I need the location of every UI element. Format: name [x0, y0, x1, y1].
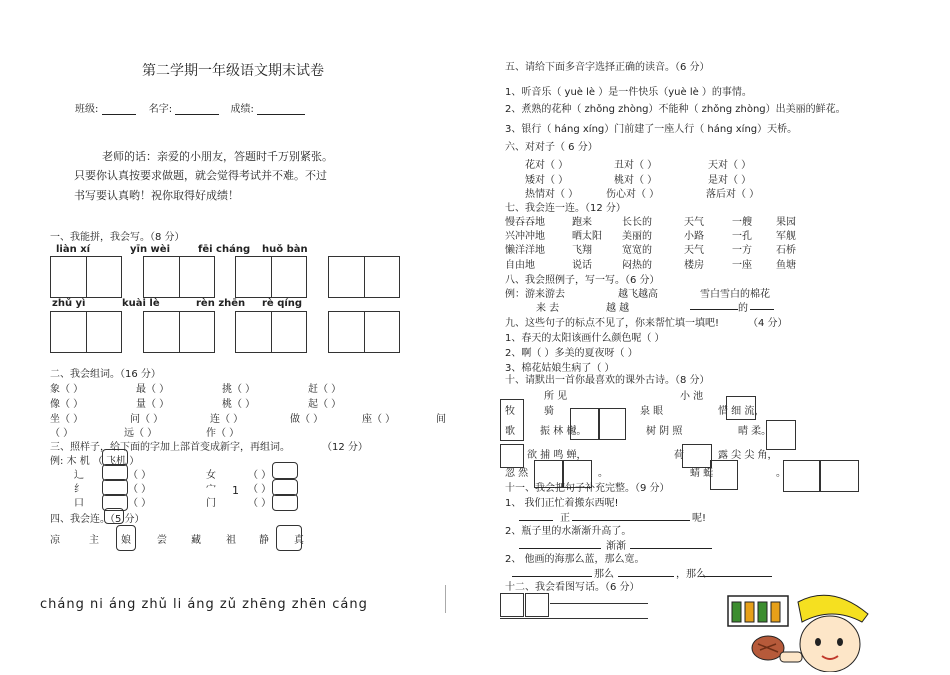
poem-text: 树 阴 照 [646, 426, 683, 437]
s2-cell: 赶（ ） [308, 384, 342, 395]
s7-word[interactable]: 宽宽的 [622, 245, 652, 256]
poem-box[interactable] [598, 408, 626, 440]
page-divider [445, 585, 446, 613]
s7-word[interactable]: 鱼塘 [776, 260, 796, 271]
s6-cell: 热情对（ ） [525, 189, 579, 200]
s7-word[interactable]: 一孔 [732, 231, 752, 242]
section-2-title: 二、我会组词。（16 分） [50, 369, 161, 380]
poem-text: 欲 捕 鸣 蝉， [527, 450, 587, 461]
s4-char: 主 [89, 535, 99, 546]
s7-word[interactable]: 晒太阳 [572, 231, 602, 242]
s7-word[interactable]: 飞翔 [572, 245, 592, 256]
s6-cell: 是对（ ） [708, 175, 752, 186]
s2-cell: 象（ ） [50, 384, 84, 395]
s1-pinyin-5: zhǔ yì [52, 298, 86, 309]
s8-example: 例：游来游去 [505, 289, 565, 300]
s3-paren: （ ） [248, 470, 272, 481]
poem-box[interactable] [819, 460, 859, 492]
poem-box[interactable] [766, 420, 796, 450]
section-11-title: 十一、我会把句子补充完整。（9 分） [505, 483, 670, 494]
writing-box[interactable] [500, 593, 524, 617]
writing-grid[interactable] [143, 256, 215, 298]
score-field[interactable] [257, 104, 305, 115]
section-9-score: （4 分） [748, 318, 788, 329]
s3-paren: （ ） [128, 470, 152, 481]
s2-cell: 像（ ） [50, 399, 84, 410]
s8-blank[interactable] [750, 299, 774, 310]
s1-pinyin-7: rèn zhēn [196, 298, 246, 309]
s6-cell: 天对（ ） [708, 160, 752, 171]
section-10-title: 十、请默出一首你最喜欢的课外古诗。（8 分） [505, 375, 710, 386]
poem-box[interactable] [500, 399, 524, 441]
s8-example-2: 越飞越高 [618, 289, 658, 300]
s7-word[interactable]: 楼房 [684, 260, 704, 271]
s7-word[interactable]: 一方 [732, 245, 752, 256]
name-label: 名字: [148, 104, 173, 115]
s2-cell: 起（ ） [308, 399, 342, 410]
score-label: 成绩: [230, 104, 254, 115]
radical: 女 [206, 470, 216, 481]
s5-item: 3、银行（ háng xíng）门前建了一座人行（ háng xíng）天桥。 [505, 124, 798, 135]
s2-cell: 座（ ） [362, 414, 396, 425]
poem-text: 。 [598, 468, 608, 479]
student-info-row [75, 100, 305, 115]
s7-word[interactable]: 跑来 [572, 217, 592, 228]
s11-item: 1、 我们正忙着搬东西呢! [505, 498, 619, 509]
s11-text: 正 [560, 513, 570, 524]
s6-cell: 矮对（ ） [525, 175, 569, 186]
name-field[interactable] [175, 104, 219, 115]
poem-box[interactable] [710, 460, 738, 490]
s1-pinyin-4: huǒ bàn [262, 244, 308, 255]
s11-blank[interactable] [519, 538, 601, 549]
s11-text: 渐渐 [606, 541, 626, 552]
s8-fill-1: 来 去 [536, 303, 560, 314]
page-title: 第二学期一年级语文期末试卷 [142, 63, 324, 79]
poem-text: 忽 然 [505, 468, 529, 479]
answer-box[interactable] [276, 525, 302, 551]
section-5-title: 五、请给下面多音字选择正确的读音。（6 分） [505, 62, 710, 73]
poem-text: 晴 柔。 [738, 426, 772, 437]
poem-text: 惜 细 流， [718, 406, 765, 417]
section-4-title: 四、我会连。（5 分） [50, 514, 145, 525]
poem-box[interactable] [500, 444, 524, 468]
s7-word[interactable]: 美丽的 [622, 231, 652, 242]
s8-fill-3: 的 [738, 303, 748, 314]
s4-char: 祖 [226, 535, 236, 546]
writing-grid[interactable] [328, 311, 400, 353]
answer-box[interactable] [116, 525, 136, 551]
s11-blank[interactable] [700, 566, 772, 577]
poem-box[interactable] [570, 408, 600, 440]
s9-item: 1、春天的太阳该画什么颜色呢（ ） [505, 333, 665, 344]
poem-box[interactable] [682, 444, 712, 468]
s4-char: 静 [259, 535, 269, 546]
s9-item: 2、啊（ ）多美的夏夜呀（ ） [505, 348, 638, 359]
radical: 口 [74, 498, 84, 509]
class-label: 班级: [75, 104, 99, 115]
s6-cell: 桃对（ ） [614, 175, 658, 186]
s7-word[interactable]: 石桥 [776, 245, 796, 256]
s7-word[interactable]: 自由地 [505, 260, 535, 271]
writing-grid[interactable] [235, 311, 307, 353]
s7-word[interactable]: 懒洋洋地 [505, 245, 545, 256]
poem-text: 泉 眼 [640, 406, 664, 417]
writing-line [500, 618, 648, 619]
s2-cell: 最（ ） [136, 384, 170, 395]
s11-blank[interactable] [572, 510, 690, 521]
writing-grid[interactable] [328, 256, 400, 298]
section-8-title: 八、我会照例子，写一写。（6 分） [505, 275, 660, 286]
answer-box[interactable] [104, 508, 124, 524]
s3-paren: （ ） [128, 498, 152, 509]
writing-box[interactable] [525, 593, 549, 617]
s7-word[interactable]: 军舰 [776, 231, 796, 242]
section-3-title: 三、照样子，给下面的字加上部首变成新字，再组词。 [50, 442, 290, 453]
poem-text: 骑 [544, 406, 554, 417]
s9-item: 3、棉花姑娘生病了（ ） [505, 363, 615, 374]
s3-paren: （ ） [128, 484, 152, 495]
s1-pinyin-3: fēi cháng [198, 244, 251, 255]
s4-char: 凉 [50, 535, 60, 546]
s11-blank[interactable] [519, 510, 553, 521]
s7-word[interactable]: 果园 [776, 217, 796, 228]
intro-line-1: 老师的话：亲爱的小朋友，答题时千万别紧张。 [102, 150, 333, 163]
poem-text: 蜻 蜓 [690, 468, 714, 479]
s11-blank[interactable] [618, 566, 674, 577]
cartoon-picture [722, 592, 872, 672]
s8-example-3: 雪白雪白的棉花 [700, 289, 770, 300]
radical: 纟 [74, 484, 84, 495]
s3-paren: （ ） [248, 484, 272, 495]
poem-title-1: 所 见 [544, 391, 568, 402]
s6-cell: 花对（ ） [525, 160, 569, 171]
s7-word[interactable]: 长长的 [622, 217, 652, 228]
writing-grid[interactable] [235, 256, 307, 298]
s7-word[interactable]: 说话 [572, 260, 592, 271]
section-6-title: 六、对对子（ 6 分） [505, 142, 598, 153]
s4-char: 真 [294, 535, 304, 546]
s4-char: 娘 [121, 535, 131, 546]
s5-item: 1、听音乐（ yuè lè ）是一件快乐（yuè lè ）的事情。 [505, 87, 752, 98]
s7-word[interactable]: 一座 [732, 260, 752, 271]
poem-title-2: 小 池 [680, 391, 704, 402]
poem-text: 振 林 樾。 [540, 426, 587, 437]
s11-blank[interactable] [630, 538, 712, 549]
s2-cell: 挑（ ） [222, 384, 256, 395]
s2-cell: 做（ ） [290, 414, 324, 425]
section-3-score: （12 分） [322, 442, 368, 453]
poem-text: 露 尖 尖 角， [718, 450, 778, 461]
radical: 宀 [206, 484, 216, 495]
s7-word[interactable]: 天气 [684, 245, 704, 256]
s2-cell: 问（ ） [130, 414, 164, 425]
s7-word[interactable]: 一艘 [732, 217, 752, 228]
s7-word[interactable]: 兴冲冲地 [505, 231, 545, 242]
writing-line [550, 603, 648, 604]
s2-cell: 量（ ） [136, 399, 170, 410]
s2-cell: 连（ ） [210, 414, 244, 425]
s6-cell: 落后对（ ） [706, 189, 760, 200]
writing-grid[interactable] [143, 311, 215, 353]
s6-cell: 伤心对（ ） [606, 189, 660, 200]
radical: 门 [206, 498, 216, 509]
poem-text: 歌 [505, 426, 515, 437]
s11-text: 那么 [594, 569, 614, 580]
answer-box[interactable] [272, 462, 298, 479]
s11-blank[interactable] [512, 566, 592, 577]
s1-pinyin-2: yīn wèi [130, 244, 170, 255]
poem-text: 。 [776, 468, 786, 479]
s11-item: 2、瓶子里的水渐渐升高了。 [505, 526, 632, 537]
s4-char: 藏 [191, 535, 201, 546]
s3-paren: （ ） [248, 498, 272, 509]
answer-box[interactable] [272, 494, 298, 511]
s3-example: 例: 木 机 （ 飞机 ） [50, 456, 140, 467]
s7-word[interactable]: 闷热的 [622, 260, 652, 271]
s2-cell: 间 [436, 414, 446, 425]
s1-pinyin-8: rè qíng [262, 298, 303, 309]
writing-grid[interactable] [50, 311, 122, 353]
s11-item: 2、 他画的海那么蓝，那么宽。 [505, 554, 645, 565]
section-1-title: 一、我能拼，我会写。（8 分） [50, 232, 185, 243]
writing-grid[interactable] [50, 256, 122, 298]
intro-line-2: 只要你认真按要求做题，就会觉得考试并不难。不过 [74, 169, 327, 182]
s2-cell: 作（ ） [206, 428, 240, 439]
s1-pinyin-6: kuài lè [122, 298, 160, 309]
intro-line-3: 书写要认真哟！祝你取得好成绩！ [74, 189, 239, 202]
section-9-title: 九、这些句子的标点不见了，你来帮忙填一填吧! [505, 318, 720, 329]
s5-item: 2、煮熟的花种（ zhǒng zhòng）不能种（ zhǒng zhòng）出美丽的鲜花。 [505, 104, 846, 115]
s7-word[interactable]: 慢吞吞地 [505, 217, 545, 228]
poem-box[interactable] [783, 460, 821, 492]
poem-box[interactable] [726, 396, 756, 420]
s8-fill-2: 越 越 [606, 303, 630, 314]
s2-cell: 桃（ ） [222, 399, 256, 410]
s4-pinyin-row: cháng ni áng zhǔ li áng zǔ zhēng zhēn cáng [40, 597, 368, 612]
s11-text: ，那么 [676, 569, 706, 580]
s6-cell: 丑对（ ） [614, 160, 658, 171]
class-field[interactable] [102, 104, 136, 115]
poem-text: 荷 [674, 450, 684, 461]
poem-text: 牧 [505, 406, 515, 417]
section-12-title: 十二、我会看图写话。（6 分） [505, 582, 640, 593]
radical: 辶 [74, 470, 84, 481]
s8-blank[interactable] [690, 299, 738, 310]
s7-word[interactable]: 小路 [684, 231, 704, 242]
s2-cell: 坐（ ） [50, 414, 84, 425]
s7-word[interactable]: 天气 [684, 217, 704, 228]
s2-cell: （ ） [50, 428, 74, 439]
section-7-title: 七、我会连一连。（12 分） [505, 203, 626, 214]
s4-char: 尝 [157, 535, 167, 546]
s11-text: 呢! [692, 513, 707, 524]
s2-cell: 远（ ） [124, 428, 158, 439]
s1-pinyin-1: liàn xí [56, 244, 91, 255]
page-number: 1 [232, 484, 239, 497]
